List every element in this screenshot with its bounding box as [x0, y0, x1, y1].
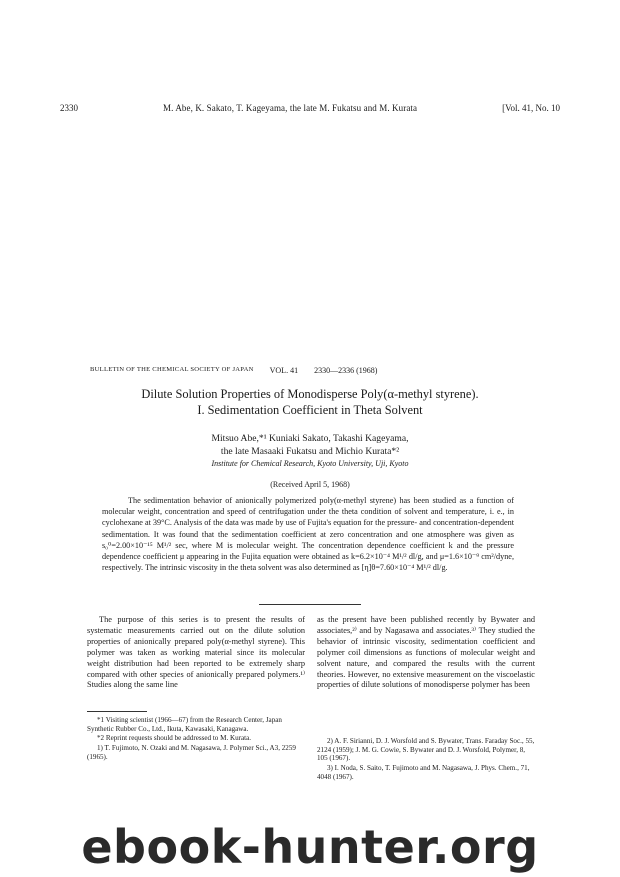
running-head-volume: [Vol. 41, No. 10: [502, 103, 560, 113]
footnote-rule: [87, 711, 147, 712]
journal-name: BULLETIN OF THE CHEMICAL SOCIETY OF JAPAN: [90, 366, 254, 373]
page-number: 2330: [60, 103, 78, 113]
watermark: ebook-hunter.org: [81, 820, 539, 874]
abstract: [102, 495, 514, 573]
received-date: (Received April 5, 1968): [270, 480, 350, 489]
paper-title: [60, 386, 560, 418]
body-column-right: [317, 615, 535, 691]
title-line-1: Dilute Solution Properties of Monodisperse Poly(α-methyl styrene).: [141, 387, 479, 401]
authors-line-2: the late Masaaki Fukatsu and Michio Kurata*²: [220, 446, 400, 457]
footnote: 3) I. Noda, S. Saito, T. Fujimoto and M. Nagasawa, J. Phys. Chem., 71, 4048 (1967).: [317, 764, 530, 781]
journal-line: [90, 366, 530, 375]
body-text-right: as the present have been published recently by Bywater and associates,²⁾ and by Nagasawa and associates.³⁾ They studied the behavior of intrinsic viscosity, sedimentation coefficient and polymer coil dimensions as functions of molecular weight and solvent nature, and compared the results with the current theories. However, no extensive measurement on the viscoelastic properties of dilute solutions of monodisperse polymer has been: [317, 615, 535, 690]
institute: Institute for Chemical Research, Kyoto University, Uji, Kyoto: [211, 459, 409, 468]
footnote: 2) A. F. Sirianni, D. J. Worsfold and S. Bywater, Trans. Faraday Soc., 55, 2124 (1959); J. M. G. Cowie, S. Bywater and D. J. Worsfold, Polymer, 8, 105 (1967).: [317, 737, 535, 763]
footnote: *1 Visiting scientist (1966—67) from the Research Center, Japan Synthetic Rubber Co., Ltd., Ikuta, Kawasaki, Kanagawa.: [87, 716, 282, 733]
body-column-left: [87, 615, 305, 691]
title-line-2: I. Sedimentation Coefficient in Theta Solvent: [197, 403, 423, 417]
footnotes-right: [317, 737, 535, 783]
section-divider: [259, 604, 361, 605]
author-list: [60, 432, 560, 458]
footnotes-left: [87, 711, 305, 763]
authors-line-1: Mitsuo Abe,*¹ Kuniaki Sakato, Takashi Kageyama,: [211, 433, 409, 444]
footnote: 1) T. Fujimoto, N. Ozaki and M. Nagasawa, J. Polymer Sci., A3, 2259 (1965).: [87, 744, 296, 761]
journal-pages: 2330—2336 (1968): [314, 366, 378, 375]
footnote: *2 Reprint requests should be addressed to M. Kurata.: [97, 734, 252, 743]
journal-volume: VOL. 41: [269, 366, 299, 375]
abstract-text: The sedimentation behavior of anionically polymerized poly(α-methyl styrene) has been studied as a function of molecular weight, concentration and speed of centrifugation under the theta condition of solvent and temperature, i. e., in cyclohexane at 39°C. Analysis of the data was made by use of Fujita's equation for the pressure- and concentration-dependent sedimentation. It was found that the sedimentation coefficient at zero concentration and one atmosphere was given as s₀⁰=2.00×10⁻¹⁵ M¹/² sec, where M is molecular weight. The concentration dependence coefficient k and the pressure dependence coefficient μ appearing in the Fujita equation were obtained as k=6.2×10⁻⁴ M¹/² dl/g, and μ=1.6×10⁻⁹ cm²/dyne, respectively. The intrinsic viscosity in the theta solvent was also determined as [η]θ=7.60×10⁻⁴ M¹/² dl/g.: [102, 496, 514, 573]
running-head: [60, 103, 560, 113]
body-text-left: The purpose of this series is to present the results of systematic measurements carried out on the dilute solution properties of anionically prepared poly(α-methyl styrene). This polymer was taken as working material since its molecular weight distribution had been reported to be extremely sharp compared with other species of anionically prepared polymers.¹⁾ Studies along the same line: [87, 615, 305, 690]
running-head-authors: M. Abe, K. Sakato, T. Kageyama, the late M. Fukatsu and M. Kurata: [163, 103, 418, 113]
